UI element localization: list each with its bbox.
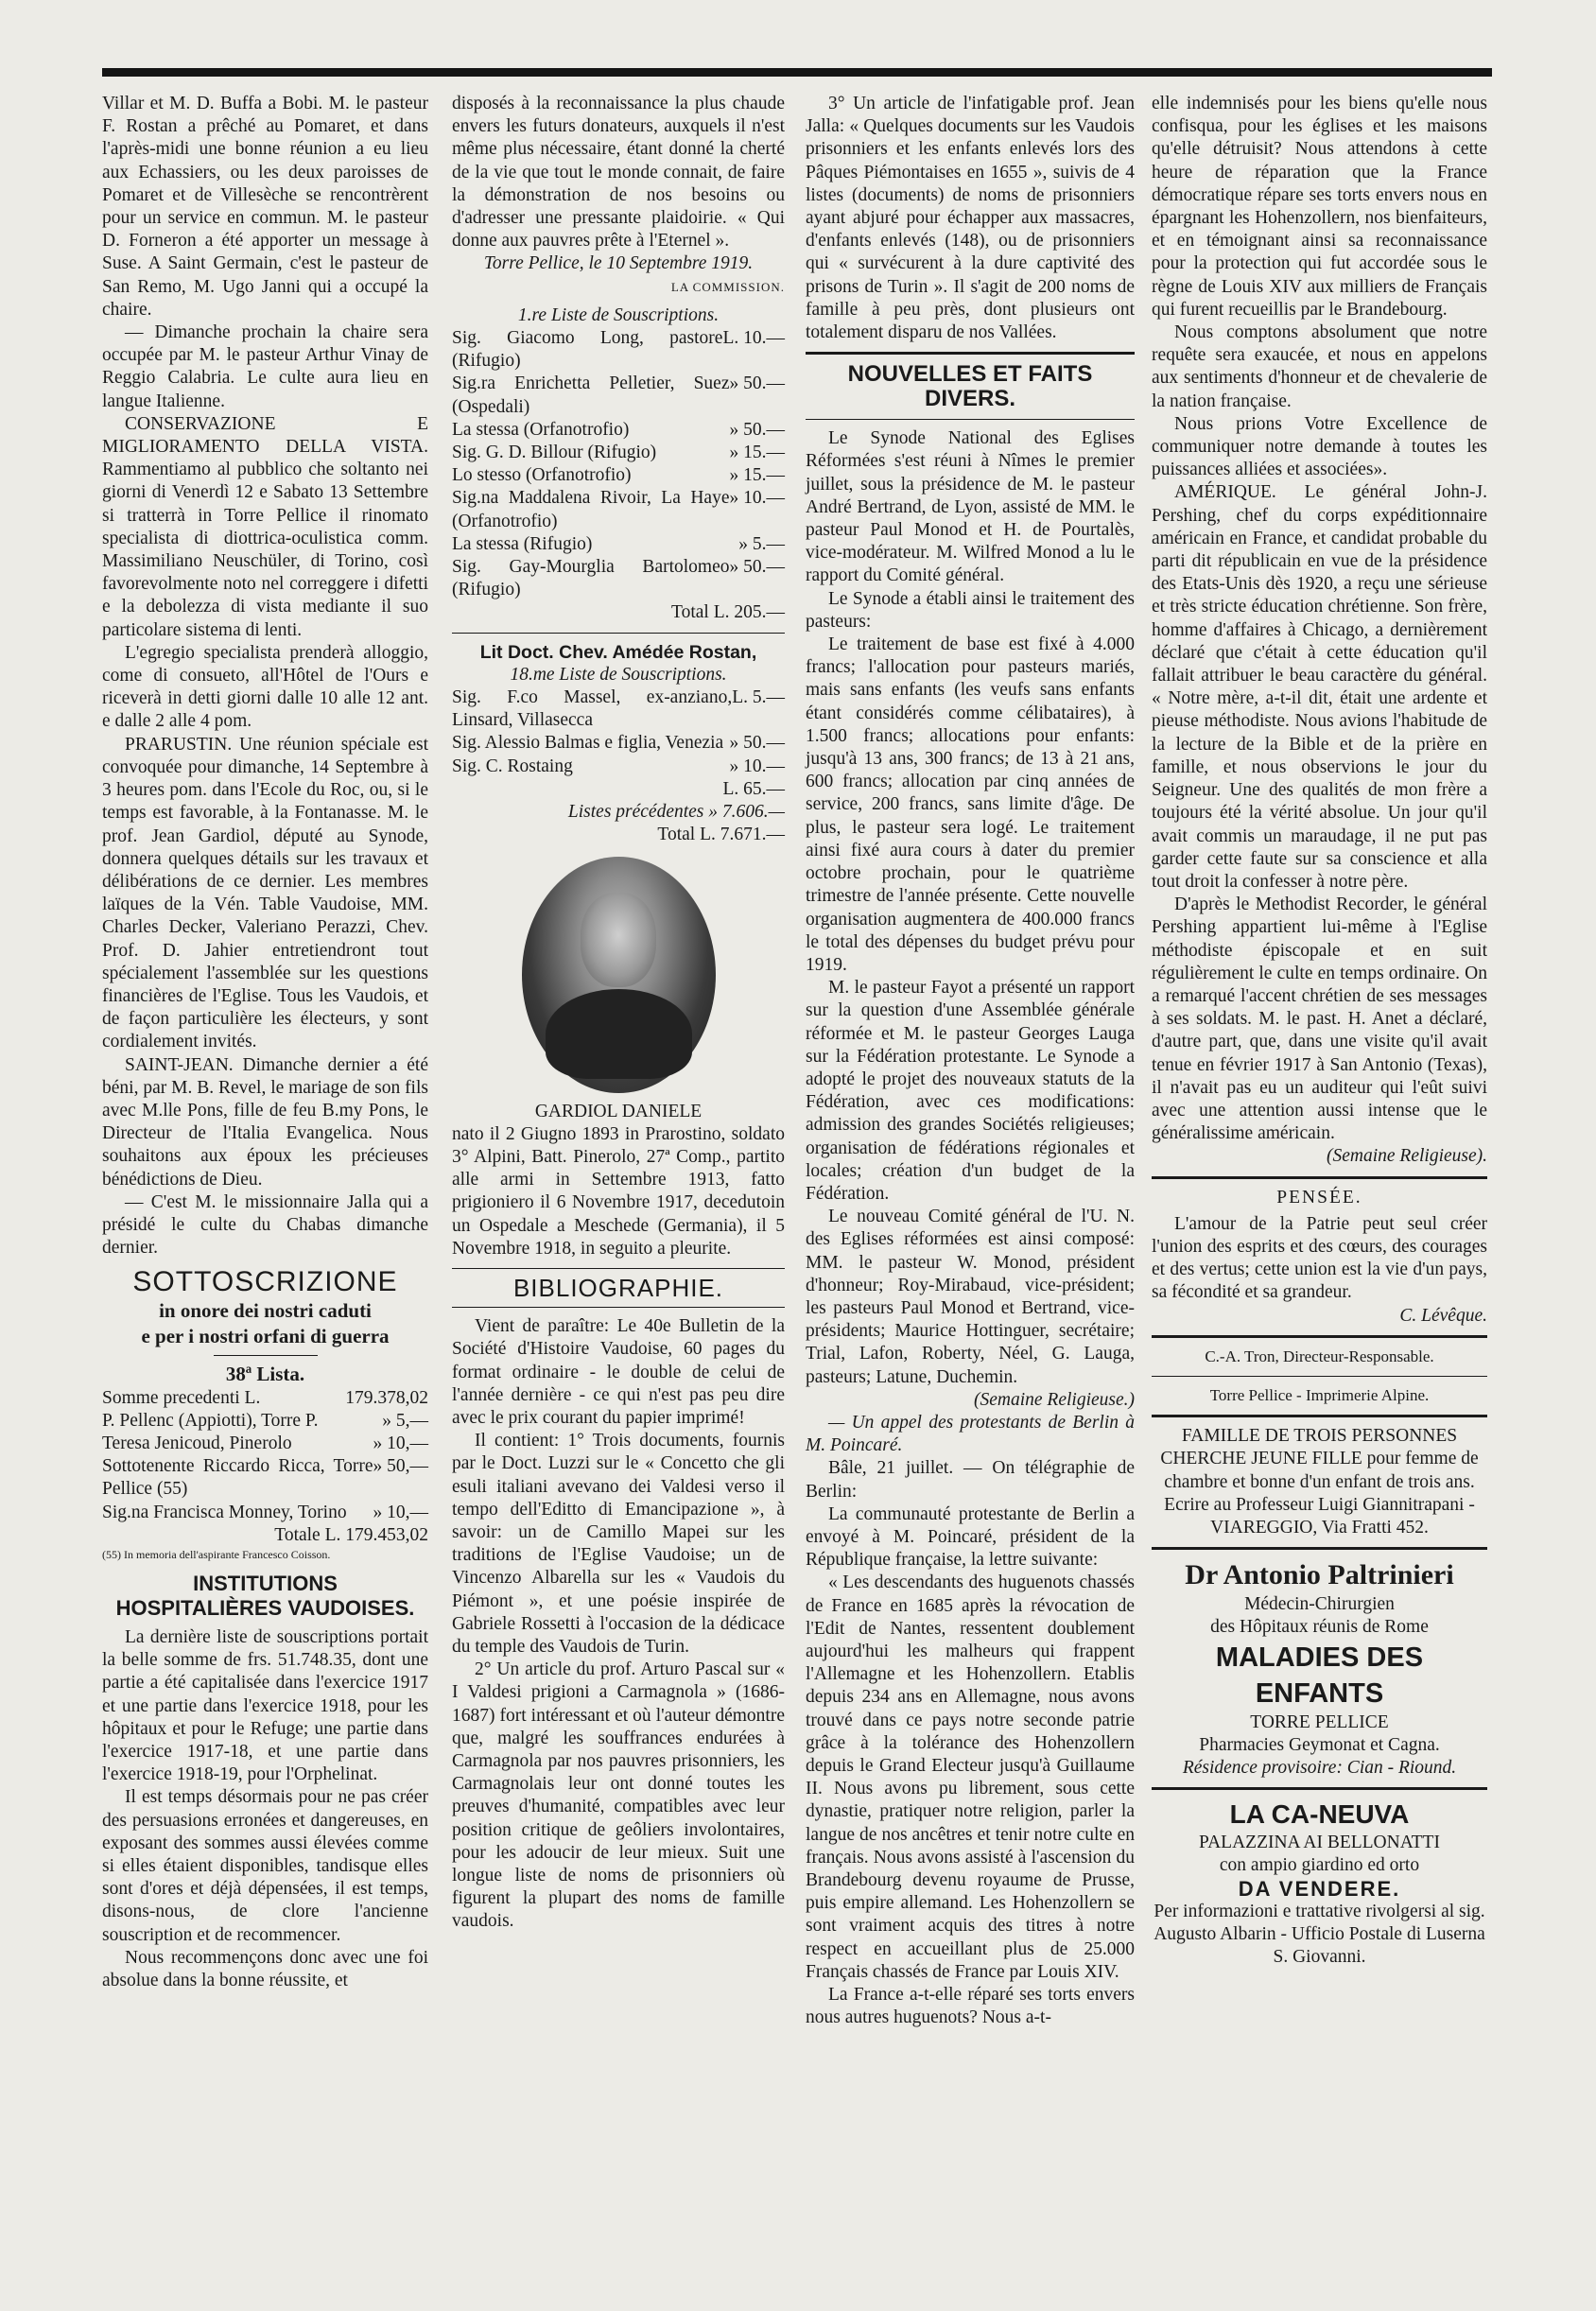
- portrait-body: [546, 989, 692, 1079]
- list-row: [452, 442, 785, 464]
- column-4: [1152, 93, 1487, 1969]
- bibliographie-title: BIBLIOGRAPHIE.: [512, 1273, 724, 1302]
- row-amount: » 50.—: [729, 733, 785, 754]
- row-name: Sig.na Maddalena Rivoir, La Haye (Orfanotrofio): [452, 488, 730, 531]
- row-name: Sig. Alessio Balmas e figlia, Venezia: [452, 733, 724, 754]
- liste-total: Total L. 205.—: [671, 602, 785, 623]
- lit-title: Lit Doct. Chev. Amédée Rostan,: [479, 641, 757, 663]
- list-row: [452, 732, 785, 755]
- column-3: [806, 93, 1135, 2029]
- paragraph: SAINT-JEAN. Dimanche dernier a été béni, par M. B. Revel, le mariage de son fils avec M.lle Pons, fille de feu B.my Pons, le Directeur de l'Italia Evangelica. Nous souhaitons aux époux les précieuses bénédictions de Dieu.: [102, 1054, 428, 1190]
- souscription-list: [452, 327, 785, 601]
- paragraph: L'egregio specialista prenderà alloggio, come di consueto, all'Hôtel de l'Ours e riceverà in detti giorni dalle 10 alle 12 ant. e dalle 2 alle 4 pom.: [102, 642, 428, 732]
- institutions-title: [102, 1572, 428, 1621]
- list-row: [452, 556, 785, 601]
- doctor-line: Résidence provisoire: Cian - Riound.: [1182, 1758, 1457, 1778]
- row-name: Sig. F.co Massel, ex-anziano, Linsard, Villasecca: [452, 687, 733, 731]
- row-name: Teresa Jenicoud, Pinerolo: [102, 1433, 292, 1453]
- paragraph: M. le pasteur Fayot a présenté un rapport sur la question d'une Assemblée générale réformée et M. le pasteur Georges Lauga sur la Fédération protestante. Le Synode a adopté le projet des nouveaux statuts de la Fédération, avec ces modifications: admission des grandes Sociétés religieuses; organisation de fédérations régionales et locales; création d'un budget de la Fédération.: [806, 978, 1135, 1204]
- sottoscrizione-subtitle: in onore dei nostri caduti: [159, 1298, 372, 1322]
- sottoscrizione-title: SOTTOSCRIZIONE: [132, 1266, 398, 1298]
- row-amount: » 5.—: [738, 533, 785, 554]
- row-amount: » 5,—: [382, 1410, 428, 1431]
- paragraph: PRARUSTIN. Une réunion spéciale est convoquée pour dimanche, 14 Septembre à 3 heures pom. dans l'Ecole du Roc, ou, si le temps est favorable, à la Fontanasse. M. le prof. Jean Gardiol, député au Synode, donnera quelques détails sur les travaux et délibérations de ce dernier. Les membres laïques de la Vén. Table Vaudoise, MM. Charles Decker, Valeriano Perazzi, Chev. Prof. D. Jahier entretiendront tout spécialement l'assemblée sur les questions financières de l'Eglise. Tous les Vaudois, et de façon particulière les électeurs, y sont cordialement invités.: [102, 734, 428, 1052]
- row-name: Sig.na Francisca Monney, Torino: [102, 1502, 347, 1522]
- row-name: Sig.ra Enrichetta Pelletier, Suez (Ospedali): [452, 374, 730, 417]
- institutions-title-line: HOSPITALIÈRES VAUDOISES.: [115, 1595, 415, 1620]
- source: (Semaine Religieuse).: [1326, 1146, 1487, 1167]
- imprimerie: Torre Pellice - Imprimerie Alpine.: [1209, 1385, 1430, 1404]
- paragraph: — C'est M. le missionnaire Jalla qui a présidé le culte du Chabas dimanche dernier.: [102, 1191, 428, 1259]
- souscription-list: [452, 686, 785, 778]
- list-row: [452, 487, 785, 532]
- list-row: [452, 373, 785, 418]
- row-amount: L. 5.—: [732, 687, 785, 708]
- portrait-photo: [522, 857, 716, 1093]
- column-2: [452, 93, 785, 1934]
- paragraph: La communauté protestante de Berlin a envoyé à M. Poincaré, président de la République française, la lettre suivante:: [806, 1503, 1135, 1571]
- sottoscrizione-subtitle: e per i nostri orfani di guerra: [141, 1324, 390, 1347]
- liste-heading: 1.re Liste de Souscriptions.: [517, 304, 720, 325]
- row-amount: » 15.—: [729, 465, 785, 486]
- previous-lists: Listes précédentes » 7.606.—: [567, 802, 785, 823]
- paragraph: Le nouveau Comité général de l'U. N. des Eglises réformées est ainsi composé: MM. le pasteur W. Monod, président d'honneur; Roy-Mirabaud, vice-président; les pasteurs Paul Monod et Bertrand, vice-présidents; Maurice Hottinguer, secrétaire; Trial, Lafon, Roberty, Néel, G. Lauga, pasteurs; Latune, Duchemin.: [806, 1207, 1135, 1387]
- doctor-specialty: MALADIES DES ENFANTS: [1215, 1642, 1424, 1709]
- property-sale: DA VENDERE.: [1238, 1876, 1401, 1901]
- row-amount: » 15.—: [729, 443, 785, 463]
- paragraph: 3° Un article de l'infatigable prof. Jean Jalla: « Quelques documents sur les Vaudois prisonniers et les enfants enlevés lors des Pâques Piémontaises en 1655 », suivis de 4 listes (documents) de noms de prisonniers ayant abjuré pour échapper aux massacres, d'enfants enlevés (148), ou de prisonniers qui « survécurent à la dure captivité des prisons de Turin ». Il s'agit de 200 noms de famille à peu près, dont plusieurs ont totalement disparu de nos Vallées.: [806, 94, 1135, 343]
- pensee-title: PENSÉE.: [1276, 1187, 1362, 1208]
- row-name: Sottotenente Riccardo Ricca, Torre Pellice (55): [102, 1456, 373, 1500]
- source: (Semaine Religieuse.): [973, 1389, 1135, 1410]
- nouvelles-title: NOUVELLES ET FAITS DIVERS.: [847, 361, 1093, 412]
- directeur-responsable: C.-A. Tron, Directeur-Responsable.: [1205, 1347, 1434, 1365]
- row-amount: » 50.—: [729, 419, 785, 440]
- institutions-title-line: INSTITUTIONS: [193, 1571, 338, 1595]
- row-amount: 179.378,02: [345, 1387, 428, 1408]
- row-name: Somme precedenti L.: [102, 1387, 261, 1408]
- property-line: Per informazioni e trattative rivolgersi al sig. Augusto Albarin - Ufficio Postale di Luserna S. Giovanni.: [1154, 1901, 1485, 1968]
- paragraph: 2° Un article du prof. Arturo Pascal sur « I Valdesi prigioni a Carmagnola » (1686-1687) fort intéressant et où l'auteur démontre que, malgré les souffrances endurées à Carmagnola par nos pauvres prisonniers, les Carmagnolais leur ont donné toutes les preuves d'humanité, compatibles avec leur position critique de geôliers involontaires, pour les adoucir de leur mieux. Suit une longue liste de noms de prisonniers où figurent la plupart des noms de famille vaudois.: [452, 1659, 785, 1932]
- row-name: Lo stesso (Orfanotrofio): [452, 465, 632, 486]
- row-name: Sig. G. D. Billour (Rifugio): [452, 443, 657, 463]
- paragraph: elle indemnisés pour les biens qu'elle nous confisqua, pour les églises et les maisons qu'elle détruisit? Nous attendons à cette heure de réparation que la France démocratique répare ses torts envers nous en épargnant les Hohenzollern, nos bienfaiteurs, et en témoignant ainsi sa reconnaissance pour la protection qui fut accordée sous le règne de Louis XIV aux milliers de Français qui furent recueillis par le Brandebourg.: [1152, 94, 1487, 320]
- divider: [1152, 1415, 1487, 1417]
- paragraph: AMÉRIQUE. Le général John-J. Pershing, chef du corps expéditionnaire américain en France, et candidat probable du parti dit républicain en vue de la présidence des Etats-Unis dès 1920, a reçu une sérieuse et très stricte éducation chrétienne. Son frère, homme d'affaires à Chicago, a dernièrement déclaré que c'était à cette éducation qu'il fallait attribuer le beau caractère du général. « Notre mère, a-t-il dit, était une ardente et pieuse méthodiste. Nous avions l'habitude de la lecture de la Bible et de la prière en famille, et nous observions le jour du Seigneur. Une des qualités de mon frère a toujours été la vérité absolue. Un jour qu'il avait commis un maraudage, il ne put pas garder cette faute sur sa conscience et alla tout droit la confesser à notre père.: [1152, 482, 1487, 892]
- paragraph: — Un appel des protestants de Berlin à M. Poincaré.: [806, 1412, 1135, 1456]
- subtotal: L. 65.—: [722, 778, 785, 799]
- signature: LA COMMISSION.: [670, 279, 785, 294]
- paragraph: Nous recommençons donc avec une foi absolue dans la bonne réussite, et: [102, 1947, 428, 1991]
- paragraph: L'amour de la Patrie peut seul créer l'union des esprits et des cœurs, des courages et des vertus; cette union est la vie d'un pays, sa fécondité et sa grandeur.: [1152, 1213, 1487, 1303]
- row-amount: » 10.—: [729, 488, 785, 509]
- divider: [1152, 1547, 1487, 1550]
- classified-ad: FAMILLE DE TROIS PERSONNES CHERCHE JEUNE FILLE pour femme de chambre et bonne d'un enfant de trois ans.: [1160, 1426, 1479, 1492]
- liste-heading: 18.me Liste de Souscriptions.: [510, 664, 727, 685]
- paragraph: Il contient: 1° Trois documents, fournis par le Doct. Luzzi sur le « Concetto che gli esuli italiani avevano dei Valdesi verso il tempo dell'Editto di Emancipazione », à savoir: un de Camillo Mapei sur les traditions de l'Eglise Vaudoise; un de Vincenzo Albarella sur les « Vaudois du Piémont », et une poésie inspirée de Gabriele Rossetti à l'occasion de la dédicace du temple des Vaudois de Turin.: [452, 1431, 785, 1657]
- property-line: con ampio giardino ed orto: [1219, 1855, 1420, 1876]
- row-name: Sig. Gay-Mourglia Bartolomeo (Rifugio): [452, 557, 730, 600]
- top-rule: [102, 68, 1492, 77]
- row-amount: » 50.—: [729, 557, 785, 578]
- property-line: PALAZZINA AI BELLONATTI: [1199, 1833, 1440, 1853]
- list-row: [102, 1387, 428, 1410]
- row-name: P. Pellenc (Appiotti), Torre P.: [102, 1410, 319, 1431]
- list-row: [102, 1433, 428, 1455]
- divider: [1152, 1787, 1487, 1790]
- divider: [806, 352, 1135, 355]
- divider: [452, 1268, 785, 1269]
- list-row: [452, 533, 785, 556]
- doctor-name: Dr Antonio Paltrinieri: [1185, 1559, 1454, 1591]
- lista-heading: 38ª Lista.: [225, 1362, 305, 1385]
- divider: [452, 1307, 785, 1308]
- row-amount: » 10,—: [373, 1433, 428, 1453]
- paragraph: CONSERVAZIONE E MIGLIORAMENTO DELLA VISTA. Rammentiamo al pubblico che soltanto nei giorni di Venerdì 12 e Sabato 13 Settembre si tratterrà in Torre Pellice il rinomato specialista di diottrica-oculistica comm. Massimiliano Neuschüler, di Torino, così favorevolmente noto nel correggere i difetti e la debolezza di vista mediante il suo particolare sistema di lenti.: [102, 413, 428, 640]
- property-title: LA CA-NEUVA: [1229, 1799, 1410, 1830]
- list-row: [102, 1455, 428, 1501]
- row-amount: L. 10.—: [722, 328, 785, 349]
- row-name: La stessa (Rifugio): [452, 533, 593, 554]
- divider: [214, 1355, 318, 1356]
- paragraph: La dernière liste de souscriptions portait la belle somme de frs. 51.748.35, dont une partie a été capitalisée dans l'exercice 1917 et une partie dans l'exercice 1918, pour les hôpitaux et pour le Refuge; une partie dans l'exercice 1917-18, et une partie dans l'exercice 1918-19, pour l'Orphelinat.: [102, 1626, 428, 1785]
- paragraph: Vient de paraître: Le 40e Bulletin de la Société d'Histoire Vaudoise, 60 pages du format ordinaire - le double de celui de l'année dernière - ce qui n'est pas peu dire avec le prix courant du papier imprimé!: [452, 1316, 785, 1428]
- list-row: [452, 686, 785, 732]
- paragraph: La France a-t-elle réparé ses torts envers nous autres huguenots? Nous a-t-: [806, 1985, 1135, 2028]
- liste-total: Total L. 7.671.—: [657, 825, 785, 845]
- sottoscrizione-total: Totale L. 179.453,02: [274, 1524, 428, 1545]
- divider: [1152, 1176, 1487, 1179]
- row-amount: » 50.—: [729, 374, 785, 394]
- row-name: La stessa (Orfanotrofio): [452, 419, 630, 440]
- sottoscrizione-list: [102, 1387, 428, 1524]
- list-row: [452, 419, 785, 442]
- paragraph: Nous prions Votre Excellence de communiquer notre demande à toutes les puissances alliées et associées».: [1152, 413, 1487, 480]
- paragraph: Le traitement de base est fixé à 4.000 francs; l'allocation pour pasteurs mariés, mais sans enfants (les veufs sans enfants étant considérés comme célibataires), à 1.500 francs; allocations pour enfants: jusqu'à 13 ans, 300 francs; de 13 à 21 ans, 600 francs; allocation par cinq années de service, 200 francs, sans limite d'âge. De plus, le pasteur sera logé. Le traitement ainsi fixé aura cours à dater du premier octobre prochain, pour le quatrième trimestre de l'année présente. Cette nouvelle organisation augmentera de 400.000 francs le total des dépenses du budget prévu pour 1919.: [806, 634, 1135, 975]
- paragraph: nato il 2 Giugno 1893 in Prarostino, soldato 3° Alpini, Batt. Pinerolo, 27ª Comp., partito alle armi in Settembre 1913, fatto prigioniero il 6 Novembre 1917, decedutoin un Ospedale a Meschede (Germania), il 5 Novembre 1918, in seguito a pleurite.: [452, 1123, 785, 1259]
- divider: [1152, 1376, 1487, 1377]
- paragraph: — Dimanche prochain la chaire sera occupée par M. le pasteur Arthur Vinay de Reggio Calabria. Le culte aura lieu en langue Italienne.: [102, 322, 428, 411]
- paragraph: Villar et M. D. Buffa a Bobi. M. le pasteur F. Rostan a prêché au Pomaret, et dans l'après-midi une bonne réunion a eu lieu aux Echassiers, ou les deux paroisses de Pomaret et de Villesèche se rencontrèrent pour un service en commun. M. le pasteur D. Forneron a été apporter un message à Suse. A Saint Germain, c'est le pasteur de San Remo, M. Ugo Janni qui a occupé la chaire.: [102, 94, 428, 320]
- paragraph: Il est temps désormais pour ne pas créer des persuasions erronées et dangereuses, en exposant des sommes aussi élevées comme si elles étaient disponibles, tandisque elles sont d'ores et déjà dépensées, il est temps, disons-nous, de clore l'ancienne souscription et de recommencer.: [102, 1787, 428, 1945]
- paragraph: disposés à la reconnaissance la plus chaude envers les futurs donateurs, auxquels il n'est même plus nécessaire, étant donné la cherté de la vie que tout le monde connait, de faire la démonstration de nos besoins ou d'adresser une pressante plaidoirie. « Qui donne aux pauvres prête à l'Eternel ».: [452, 94, 785, 252]
- list-row: [452, 464, 785, 487]
- doctor-line: Médecin-Chirurgien: [1244, 1594, 1395, 1615]
- doctor-line: des Hôpitaux réunis de Rome: [1210, 1617, 1429, 1638]
- list-row: [452, 756, 785, 778]
- column-1: [102, 93, 428, 1992]
- row-amount: » 10.—: [729, 756, 785, 776]
- divider: [1152, 1335, 1487, 1338]
- paragraph: Nous comptons absolument que notre requête sera exaucée, et nous en appelons aux sentiments d'honneur et de chevalerie de la nation française.: [1152, 322, 1487, 411]
- photo-caption: GARDIOL DANIELE: [534, 1101, 703, 1121]
- doctor-line: TORRE PELLICE: [1250, 1712, 1389, 1732]
- paragraph: Le Synode a établi ainsi le traitement des pasteurs:: [806, 588, 1135, 632]
- pensee-author: C. Lévêque.: [1399, 1305, 1487, 1326]
- divider: [452, 633, 785, 634]
- divider: [806, 419, 1135, 420]
- list-row: [102, 1410, 428, 1433]
- doctor-line: Pharmacies Geymonat et Cagna.: [1199, 1734, 1440, 1755]
- row-amount: » 10,—: [373, 1502, 428, 1522]
- row-name: Sig. Giacomo Long, pastore (Rifugio): [452, 328, 723, 372]
- paragraph: Le Synode National des Eglises Réformées s'est réuni à Nîmes le premier juillet, sous la présidence de M. le pasteur André Bertrand, de Lyon, assisté de MM. le pasteur Paul Monod et H. de Pourtalès, vice-modérateur. M. Wilfred Monod a lu le rapport du Comité général.: [806, 428, 1135, 586]
- portrait-face: [581, 893, 656, 987]
- row-amount: » 50,—: [373, 1456, 428, 1477]
- footnote: (55) In memoria dell'aspirante Francesco Coisson.: [102, 1547, 331, 1561]
- list-row: [102, 1502, 428, 1524]
- dateline: Torre Pellice, le 10 Septembre 1919.: [483, 253, 754, 274]
- paragraph: D'après le Methodist Recorder, le général Pershing appartient lui-même à l'Eglise méthodiste épiscopale et en suit régulièrement le culte en temps ordinaire. On a remarqué l'accent chrétien de ses messages à ses soldats. M. le past. H. Anet a déclaré, d'autre part, que, dans une visite qu'il avait tenue en février 1917 à San Antonio (Texas), il n'avait pas eu un auditeur qui l'eût suivi avec une attention aussi intense que le généralissime américain.: [1152, 895, 1487, 1144]
- paragraph: « Les descendants des huguenots chassés de France en 1685 après la révocation de l'Edit de Nantes, ressentent doublement aujourd'hui les malheurs qui frappent l'Allemagne et les Hohenzollern. Etablis depuis 234 ans en Allemagne, nous avons trouvé dans ce pays notre seconde patrie grâce à la tolérance des Hohenzollern depuis le Grand Electeur jusqu'à Guillaume II. Nous avons pu librement, sous cette dynastie, pratiquer notre religion, parler la langue de nos ancêtres et tenir notre culte en français. Nous avons assisté à l'ascension du Brandebourg devenu royaume de Prusse, puis empire allemand. Les Hohenzollern se sont vraiment acquis des titres à notre respect en accueillant plus de 25.000 Français chassés de France par Louis XIV.: [806, 1573, 1135, 1982]
- list-row: [452, 327, 785, 373]
- row-name: Sig. C. Rostaing: [452, 756, 573, 776]
- paragraph: Bâle, 21 juillet. — On télégraphie de Berlin:: [806, 1458, 1135, 1502]
- classified-ad-contact: Ecrire au Professeur Luigi Giannitrapani - VIAREGGIO, Via Fratti 452.: [1164, 1494, 1475, 1538]
